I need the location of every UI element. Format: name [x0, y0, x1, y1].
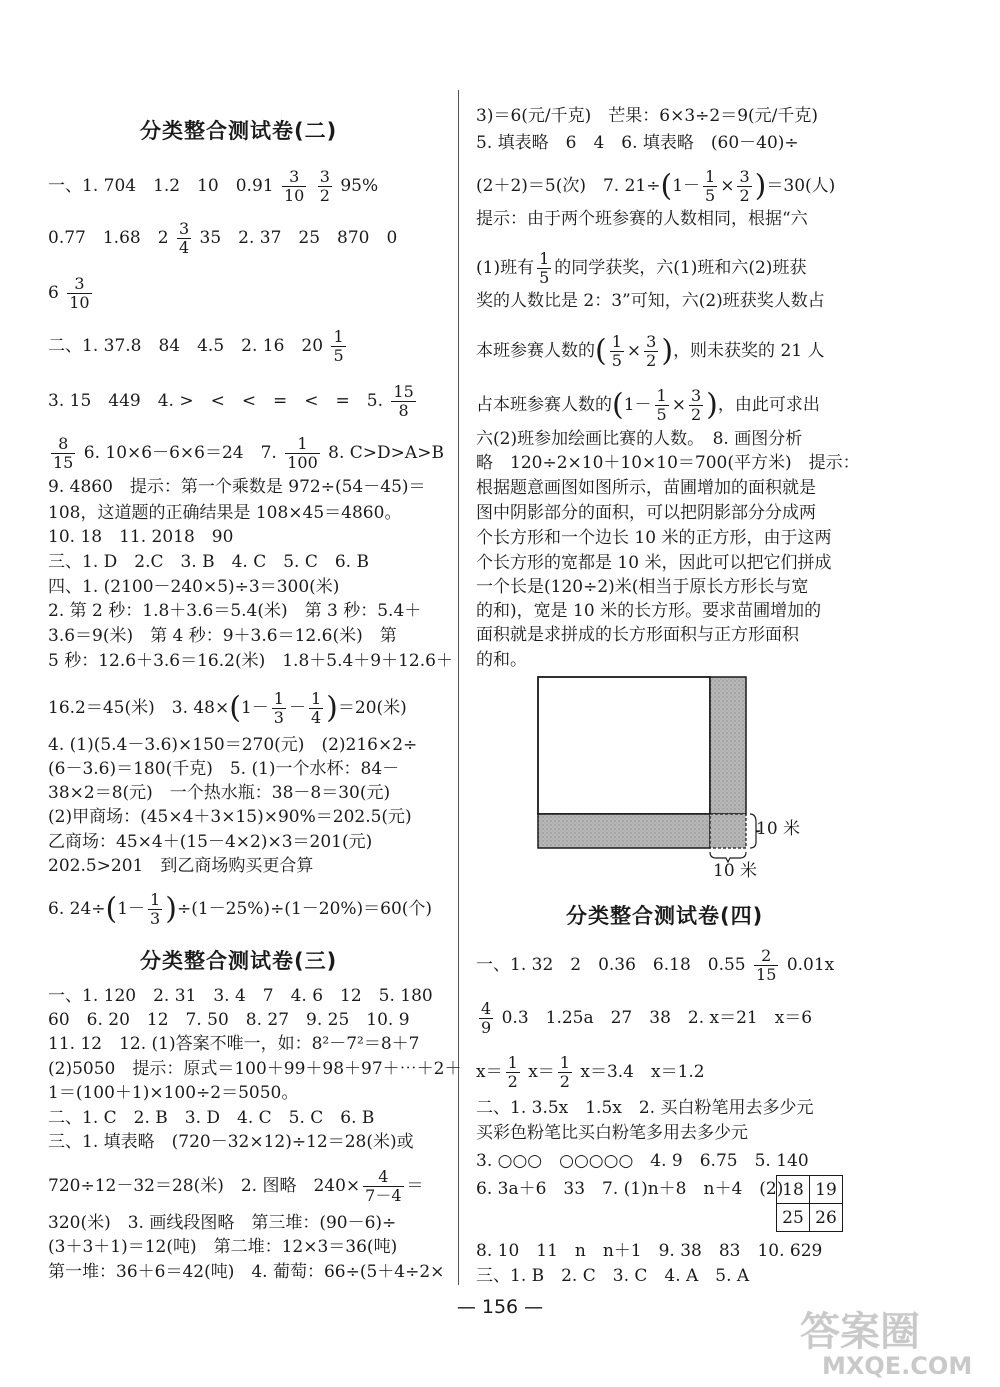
- answer-line: $\frac{4}{9}$ 0.3 1.25a 27 38 2. x＝21 x＝6: [481, 999, 813, 1037]
- answer-line: 11. 12 12. (1)答案不唯一，如：8²－7²＝8＋7: [48, 1034, 420, 1054]
- answer-line: 108，这道题的正确结果是 108×45＝4860。: [48, 503, 402, 523]
- answer-line: 9. 4860 提示：第一个乘数是 972÷(54－45)＝: [48, 477, 426, 497]
- grid-cell: 25: [777, 1204, 810, 1232]
- answer-line: 8. 10 11 n n＋1 9. 38 83 10. 629: [476, 1241, 823, 1261]
- grid-cell: 18: [777, 1176, 810, 1204]
- answer-line: 5. 填表略 6 4 6. 填表略 (60－40)÷: [476, 133, 799, 153]
- watermark-logo: 答案圈: [800, 1309, 920, 1355]
- answer-line: 16.2＝45(米) 3. 48×(1－ $\frac{1}{3}$ － $\frac{1}{4}$ )＝20(米): [48, 689, 407, 727]
- column-divider: [458, 90, 459, 1285]
- answer-line: (2＋2)＝5(次) 7. 21÷(1－ $\frac{1}{5}$ × $\frac{3}{2}$ )＝30(人): [476, 167, 836, 205]
- fraction: $\frac{1}{3}$: [150, 890, 161, 928]
- answer-line: 3.6＝9(米) 第 4 秒：9＋3.6＝12.6(米) 第: [48, 626, 397, 646]
- answer-line: 3. ○○○ ○○○○○ 4. 9 6.75 5. 140: [476, 1151, 809, 1171]
- answer-line: (2)5050 提示：原式＝100＋99＋98＋97＋⋯＋2＋: [48, 1059, 462, 1079]
- fraction: $\frac{3}{2}$: [646, 332, 657, 370]
- answer-line: 买彩色粉笔比买白粉笔多用去多少元: [476, 1123, 748, 1143]
- answer-line: 60 6. 20 12 7. 50 8. 27 9. 25 10. 9: [48, 1010, 410, 1030]
- answer-line: 一、1. 120 2. 31 3. 4 7 4. 6 12 5. 180: [48, 986, 433, 1006]
- answer-line: 一个长是(120÷2)米(相当于原长方形长与宽: [476, 577, 809, 597]
- fraction: $\frac{15}{8}$: [393, 382, 414, 420]
- dimension-label-right: 10 米: [756, 819, 801, 839]
- grid-cell: 26: [810, 1204, 843, 1232]
- dimension-label-bottom: 10 米: [713, 861, 758, 881]
- answer-line: 二、1. 37.8 84 4.5 2. 16 20 $\frac{1}{5}$: [48, 327, 344, 365]
- answer-line: 720÷12－32＝28(米) 2. 图略 240× $\frac{4}{7-4}$ ＝: [48, 1167, 424, 1205]
- fraction: $\frac{8}{15}$: [53, 434, 74, 472]
- answer-line: $\frac{8}{15}$ 6. 10×6－6×6＝24 7. $\frac{1}{100}$ 8. C>D>A>B: [53, 434, 444, 472]
- answer-line: 1＝(100＋1)×100÷2＝5050。: [48, 1083, 299, 1103]
- answer-line: 本班参赛人数的( $\frac{1}{5}$ × $\frac{3}{2}$ )，则未获奖的 21 人: [476, 332, 825, 370]
- number-grid: [776, 1175, 843, 1232]
- fraction: $\frac{1}{5}$: [656, 386, 667, 424]
- garden-diagram: [526, 672, 826, 884]
- answer-line: (2)甲商场：(45×4＋3×15)×90%＝202.5(元): [48, 807, 412, 827]
- fraction: $\frac{4}{7-4}$: [365, 1167, 402, 1205]
- fraction: $\frac{3}{2}$: [690, 386, 702, 424]
- answer-line: 图中阴影部分的面积，可以把阴影部分分成两: [476, 503, 816, 523]
- answer-line: 6. 3a＋6 33 7. (1)n＋8 n＋4 (2): [476, 1179, 784, 1199]
- fraction: $\frac{3}{2}$: [739, 167, 750, 205]
- shaded-strip-bottom: [538, 814, 710, 848]
- answer-line: 的和)，宽是 10 米的长方形。要求苗圃增加的: [476, 601, 822, 621]
- fraction: $\frac{4}{9}$: [481, 999, 492, 1037]
- answer-line: x＝ $\frac{1}{2}$ x＝ $\frac{1}{2}$ x＝3.4 x＝1.2: [476, 1053, 705, 1091]
- fraction: $\frac{1}{100}$: [287, 434, 318, 472]
- answer-line: 四、1. (2100－240×5)÷3＝300(米): [48, 577, 340, 597]
- fraction: $\frac{1}{2}$: [507, 1053, 518, 1091]
- fraction: $\frac{1}{2}$: [559, 1053, 570, 1091]
- grid-cell: 19: [810, 1176, 843, 1204]
- answer-line: 6. 24÷(1－ $\frac{1}{3}$ )÷(1－25%)÷(1－20%)＝60(个): [48, 890, 433, 928]
- answer-line: 三、1. B 2. C 3. C 4. A 5. A: [476, 1266, 750, 1286]
- answer-line: (3＋3＋1)＝12(吨) 第二堆：12×3＝36(吨): [48, 1237, 398, 1257]
- answer-line: 一、1. 32 2 0.36 6.18 0.55 $\frac{2}{15}$ 0.01x: [476, 946, 835, 984]
- answer-line: 5 秒：12.6＋3.6＝16.2(米) 1.8＋5.4＋9＋12.6＋: [48, 651, 453, 671]
- section-title-3: 分类整合测试卷(三): [140, 949, 338, 973]
- answer-line: 38×2＝8(元) 一个热水瓶：38－8＝30(元): [48, 783, 391, 803]
- answer-line: 提示：由于两个班参赛的人数相同，根据“六: [476, 209, 808, 229]
- answer-line: 面积就是求拼成的长方形面积与正方形面积: [476, 625, 799, 645]
- answer-line: 略 120÷2×10＋10×10＝700(平方米) 提示：: [476, 453, 860, 473]
- original-rectangle: [538, 677, 710, 814]
- fraction: $\frac{3}{10}$: [69, 274, 90, 312]
- shaded-square: [710, 814, 746, 848]
- section-title-4: 分类整合测试卷(四): [566, 904, 764, 928]
- answer-line: 根据题意画图如图所示，苗圃增加的面积就是: [476, 478, 816, 498]
- fraction: $\frac{1}{5}$: [539, 249, 550, 287]
- fraction: $\frac{1}{4}$: [310, 689, 322, 727]
- answer-line: 3)＝6(元/千克) 芒果：6×3÷2＝9(元/千克): [476, 106, 818, 126]
- answer-line: 占本班参赛人数的(1－ $\frac{1}{5}$ × $\frac{3}{2}$ )，由此可求出: [476, 386, 820, 424]
- answer-line: 3. 15 449 4. > < < = < = 5. $\frac{15}{8}$: [48, 382, 414, 420]
- answer-line: (1)班有 $\frac{1}{5}$ 的同学获奖，六(1)班和六(2)班获: [476, 249, 807, 287]
- answer-line: 2. 第 2 秒：1.8＋3.6＝5.4(米) 第 3 秒：5.4＋: [48, 601, 422, 621]
- answer-line: 个长方形的宽都是 10 米，因此可以把它们拼成: [476, 553, 832, 573]
- fraction: $\frac{1}{3}$: [273, 689, 284, 727]
- answer-line: 三、1. D 2.C 3. B 4. C 5. C 6. B: [48, 552, 369, 572]
- answer-line: 个长方形和一个边长 10 米的正方形，由于这两: [476, 528, 832, 548]
- answer-line: 二、1. C 2. B 3. D 4. C 5. C 6. B: [48, 1108, 375, 1128]
- answer-line: 320(米) 3. 画线段图略 第三堆：(90－6)÷: [48, 1213, 397, 1233]
- answer-line: 一、1. 704 1.2 10 0.91 $\frac{3}{10}$ $\frac{3}{2}$ 95%: [48, 167, 379, 205]
- watermark-site: MXQE.COM: [822, 1352, 973, 1380]
- fraction: $\frac{2}{15}$: [756, 946, 777, 984]
- fraction: $\frac{1}{5}$: [333, 327, 344, 365]
- fraction: $\frac{3}{4}$: [178, 219, 190, 257]
- answer-line: (6－3.6)＝180(千克) 5. (1)一个水杯：84－: [48, 759, 400, 779]
- fraction: $\frac{1}{5}$: [611, 332, 622, 370]
- answer-line: 0.77 1.68 2 $\frac{3}{4}$ 35 2. 37 25 870 0: [48, 219, 398, 257]
- answer-line: 6 $\frac{3}{10}$: [48, 274, 90, 312]
- fraction: $\frac{3}{2}$: [319, 167, 330, 205]
- answer-line: 10. 18 11. 2018 90: [48, 527, 234, 547]
- answer-line: 三、1. 填表略 (720－32×12)÷12＝28(米)或: [48, 1132, 414, 1152]
- answer-line: 202.5>201 到乙商场购买更合算: [48, 856, 314, 876]
- answer-line: 第一堆：36＋6＝42(吨) 4. 葡萄：66÷(5＋4÷2×: [48, 1262, 445, 1282]
- shaded-strip-right: [710, 677, 746, 814]
- answer-line: 的和。: [476, 650, 527, 670]
- page-number: — 156 —: [456, 1296, 544, 1318]
- answer-line: 乙商场：45×4＋(15－4×2)×3＝201(元): [48, 832, 373, 852]
- answer-line: 奖的人数比是 2：3”可知，六(2)班获奖人数占: [476, 291, 825, 311]
- answer-line: 六(2)班参加绘画比赛的人数。 8. 画图分析: [476, 429, 803, 449]
- section-title-2: 分类整合测试卷(二): [140, 119, 338, 143]
- answer-line: 4. (1)(5.4－3.6)×150＝270(元) (2)216×2÷: [48, 735, 418, 755]
- fraction: $\frac{3}{10}$: [284, 167, 305, 205]
- answer-line: 二、1. 3.5x 1.5x 2. 买白粉笔用去多少元: [476, 1098, 814, 1118]
- fraction: $\frac{1}{5}$: [705, 167, 716, 205]
